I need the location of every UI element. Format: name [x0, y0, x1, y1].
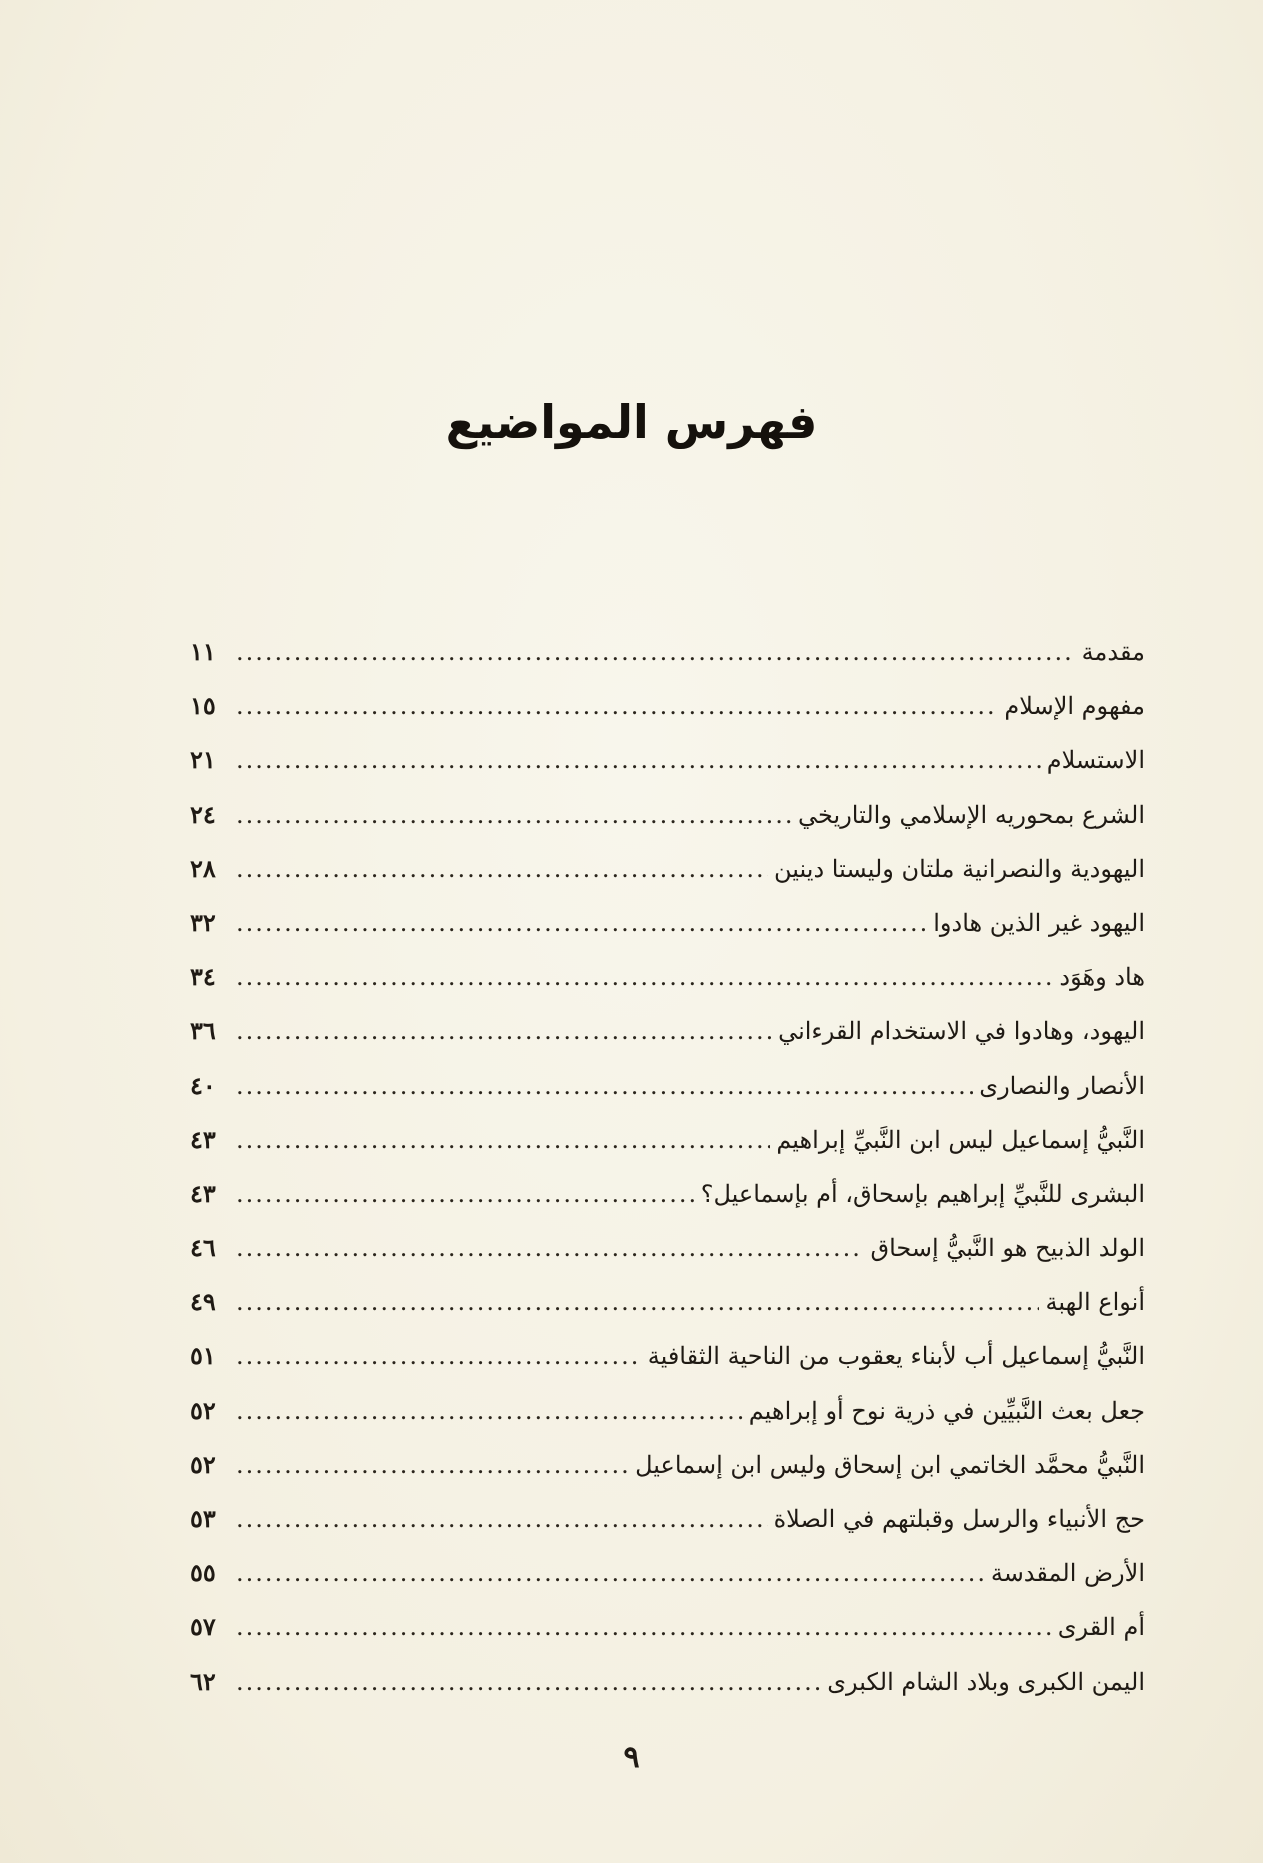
toc-entry [190, 1329, 1145, 1383]
toc-entry-title: الأرض المقدسة [990, 1559, 1145, 1588]
toc-entry-page: ٤٣ [190, 1178, 216, 1208]
toc-entry [190, 733, 1145, 787]
toc-entry [190, 950, 1145, 1004]
toc-entry-title: أنواع الهبة [1045, 1288, 1145, 1317]
toc-entry-page: ١١ [190, 637, 216, 666]
toc-entry [190, 1546, 1145, 1600]
toc-entry-title: الولد الذبيح هو النَّبيُّ إسحاق [870, 1234, 1145, 1263]
toc-entry-title: مقدمة [1081, 638, 1145, 666]
toc-entry-page: ٣٦ [190, 1016, 216, 1046]
toc-entry-page: ٥٢ [190, 1395, 216, 1425]
toc-leader-dots [236, 1492, 768, 1546]
toc-entry-page: ٤٣ [190, 1124, 216, 1154]
toc-entry-title: النَّبيُّ إسماعيل أب لأبناء يعقوب من الناحية الثقافية [647, 1342, 1145, 1371]
toc-leader-dots [236, 1329, 642, 1383]
toc-entry-title: الشرع بمحوريه الإسلامي والتاريخي [798, 800, 1145, 829]
toc-entry [190, 1167, 1145, 1221]
toc-entry [190, 1492, 1145, 1546]
toc-entry-page: ٤٩ [190, 1287, 216, 1317]
toc-entry-title: البشرى للنَّبيِّ إبراهيم بإسحاق، أم بإسماعيل؟ [700, 1179, 1145, 1208]
toc-leader-dots [236, 842, 768, 896]
toc-entry-title: الأنصار والنصارى [979, 1071, 1145, 1100]
toc-leader-dots [236, 896, 927, 950]
toc-entry [190, 1113, 1145, 1167]
toc-entry-title: حج الأنبياء والرسل وقبلتهم في الصلاة [773, 1505, 1145, 1533]
page-number: ٩ [623, 1740, 640, 1775]
toc-entry-page: ٤٦ [190, 1233, 216, 1263]
toc-entry [190, 679, 1145, 733]
toc-entry-page: ٥٣ [190, 1504, 216, 1533]
toc-entry-title: هاد وهَوَد [1059, 963, 1145, 992]
toc-leader-dots [236, 1384, 743, 1438]
toc-leader-dots [236, 625, 1076, 679]
page-title: فهرس المواضيع [445, 395, 818, 449]
toc-entry [190, 1059, 1145, 1113]
toc-entry-title: اليهود غير الذين هادوا [933, 908, 1145, 937]
toc-leader-dots [236, 1059, 973, 1113]
toc-leader-dots [236, 733, 1041, 787]
table-of-contents [190, 625, 1145, 1709]
toc-entry [190, 1004, 1145, 1058]
toc-entry-page: ٣٢ [190, 907, 216, 937]
toc-entry [190, 625, 1145, 679]
toc-leader-dots [236, 1275, 1039, 1329]
toc-entry-title: النَّبيُّ محمَّد الخاتمي ابن إسحاق وليس ابن إسماعيل [635, 1450, 1145, 1479]
toc-entry [190, 1275, 1145, 1329]
toc-entry-page: ٢٨ [190, 853, 216, 883]
toc-entry-title: الاستسلام [1046, 746, 1145, 775]
toc-entry-page: ١٥ [190, 691, 216, 721]
toc-leader-dots [236, 1221, 864, 1275]
toc-entry [190, 842, 1145, 896]
toc-entry [190, 1384, 1145, 1438]
toc-entry [190, 788, 1145, 842]
toc-entry-page: ٦٢ [190, 1666, 216, 1696]
toc-entry-title: اليهودية والنصرانية ملتان وليستا دينين [774, 854, 1145, 883]
toc-leader-dots [236, 1546, 985, 1600]
toc-leader-dots [236, 1113, 770, 1167]
toc-entry-title: أم القرى [1057, 1613, 1145, 1642]
toc-entry-page: ٥٢ [190, 1449, 216, 1479]
toc-entry-title: جعل بعث النَّبيِّين في ذرية نوح أو إبراهيم [748, 1396, 1145, 1425]
toc-entry [190, 1221, 1145, 1275]
toc-leader-dots [236, 1600, 1052, 1654]
toc-entry-title: اليهود، وهادوا في الاستخدام القرءاني [778, 1017, 1145, 1046]
toc-entry-page: ٤٠ [190, 1070, 216, 1100]
toc-entry-title: النَّبيُّ إسماعيل ليس ابن النَّبيِّ إبراهيم [776, 1125, 1145, 1154]
toc-leader-dots [236, 950, 1053, 1004]
toc-entry-page: ٥١ [190, 1341, 216, 1371]
toc-entry [190, 1655, 1145, 1709]
toc-leader-dots [236, 1004, 772, 1058]
toc-leader-dots [236, 679, 998, 733]
toc-entry-page: ٥٥ [190, 1558, 216, 1588]
toc-entry [190, 1438, 1145, 1492]
toc-entry [190, 896, 1145, 950]
toc-leader-dots [236, 1438, 629, 1492]
toc-entry-page: ٢٤ [190, 799, 216, 829]
toc-leader-dots [236, 1655, 821, 1709]
toc-entry-page: ٥٧ [190, 1612, 216, 1642]
toc-leader-dots [236, 788, 792, 842]
toc-entry-title: اليمن الكبرى وبلاد الشام الكبرى [827, 1667, 1145, 1696]
toc-leader-dots [236, 1167, 695, 1221]
toc-entry-title: مفهوم الإسلام [1004, 692, 1145, 721]
toc-entry [190, 1600, 1145, 1654]
toc-entry-page: ٣٤ [190, 962, 216, 992]
toc-entry-page: ٢١ [190, 745, 216, 775]
